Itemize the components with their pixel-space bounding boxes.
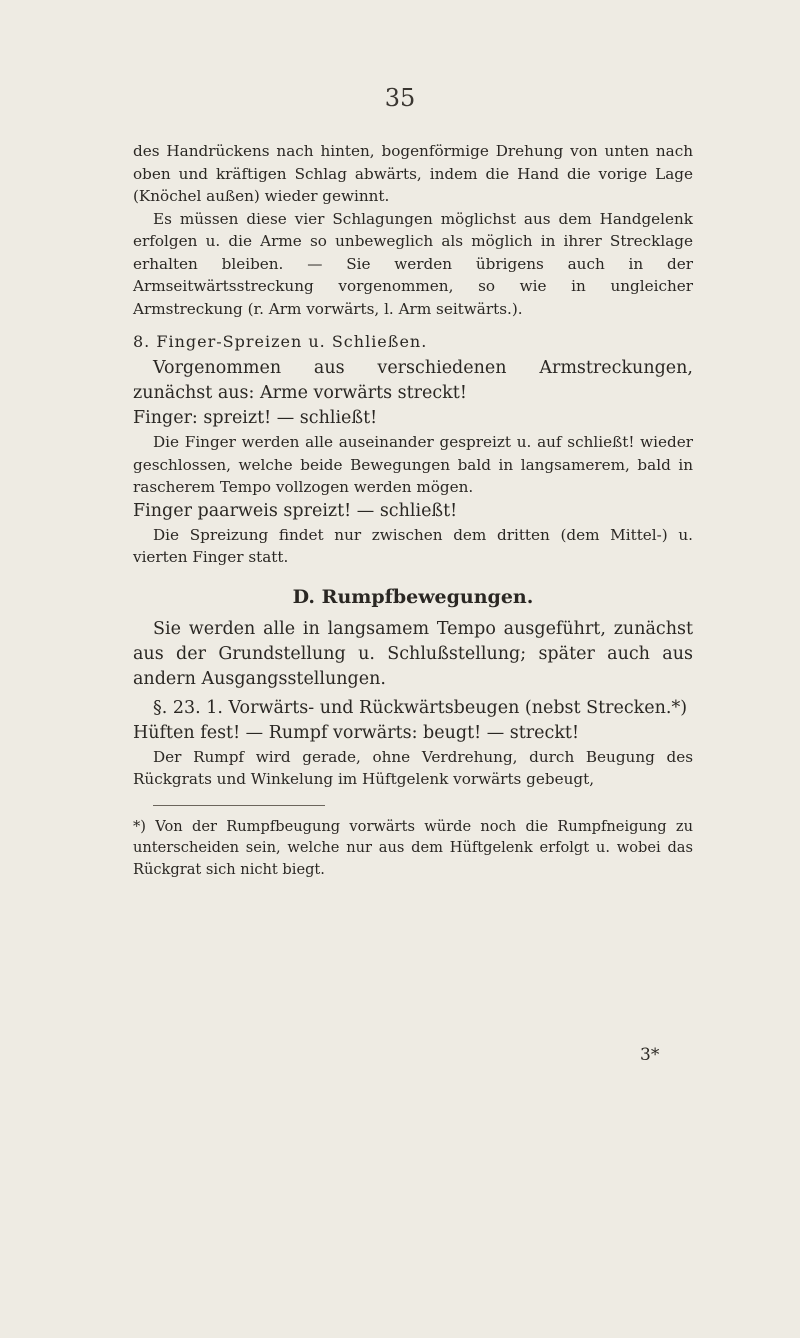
paragraph-finger-description: Die Finger werden alle auseinander gespreizt u. auf schließt! wieder geschlossen, welche beide Bewegungen bald in langsamerem, bald in rascherem Tempo vollzogen werden mögen. (133, 433, 693, 496)
section-heading-finger-spreading: 8. Finger-Spreizen u. Schließen. (133, 332, 428, 351)
main-text (133, 140, 693, 880)
paragraph-trunk-description: Der Rumpf wird gerade, ohne Verdrehung, durch Beugung des Rückgrats und Winkelung im Hüftgelenk vorwärts gebeugt, (133, 747, 693, 788)
command-finger-pairs: Finger paarweis spreizt! — schließt! (133, 500, 458, 521)
command-hips-trunk: Hüften fest! — Rumpf vorwärts: beugt! — streckt! (133, 722, 579, 743)
paragraph-hand-rotation: des Handrückens nach hinten, bogenförmige Drehung von unten nach oben und kräftigen Schlag abwärts, indem die Hand die vorige Lage (Knöchel außen) wieder gewinnt. (133, 142, 693, 205)
paragraph-pair-spreading: Die Spreizung findet nur zwischen dem dritten (dem Mittel-) u. vierten Finger statt. (133, 525, 693, 566)
paragraph-wrist-strikes: Es müssen diese vier Schlagungen möglichst aus dem Handgelenk erfolgen u. die Arme so unbeweglich als möglich in ihrer Strecklage erhalten bleiben. — Sie werden übrigens auch in der Armseitwärtsstreckung vorgenommen, so wie in ungleicher Armstreckung (r. Arm vorwärts, l. Arm seitwärts.). (133, 209, 693, 318)
paragraph-trunk-intro: Sie werden alle in langsamem Tempo ausgeführt, zunächst aus der Grundstellung u. Schlußstellung; später auch aus andern Ausgangsstellungen. (133, 618, 693, 689)
footnote: *) Von der Rumpfbeugung vorwärts würde noch die Rumpfneigung zu unterscheiden sein, welche nur aus dem Hüftgelenk erfolgt u. wobei das Rückgrat sich nicht biegt. (133, 817, 693, 878)
subsection-heading-bending: §. 23. 1. Vorwärts- und Rückwärtsbeugen (nebst Strecken.*) (153, 697, 688, 718)
command-finger-spread: Finger: spreizt! — schließt! (133, 408, 378, 428)
paragraph-starting-position: Vorgenommen aus verschiedenen Armstreckungen, zunächst aus: Arme vorwärts streckt! (133, 358, 693, 403)
page-number: 35 (384, 84, 416, 112)
footnote-divider (153, 805, 325, 806)
sheet-signature: 3* (640, 1045, 660, 1065)
section-heading-trunk-movements: D. Rumpfbewegungen. (292, 585, 534, 608)
